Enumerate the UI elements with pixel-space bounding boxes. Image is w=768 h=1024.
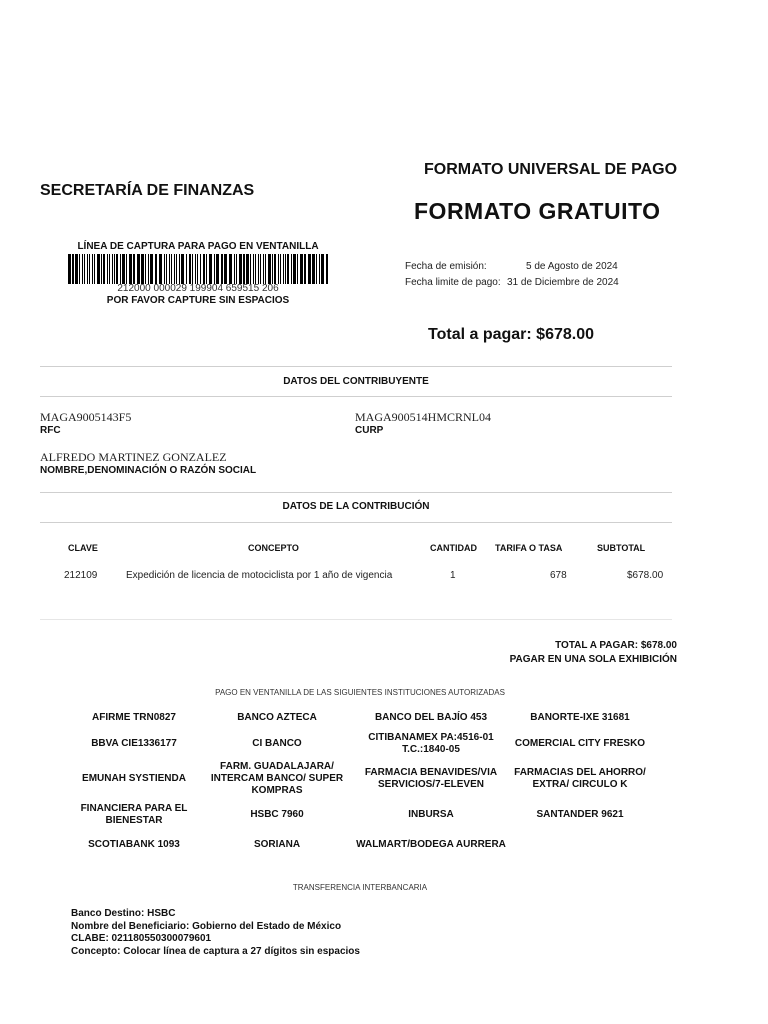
- barcode-bar: [291, 254, 292, 284]
- contribuyente-section-title: DATOS DEL CONTRIBUYENTE: [283, 376, 429, 387]
- institution-item: BANCO DEL BAJÍO 453: [374, 712, 488, 723]
- barcode-bar: [283, 254, 284, 284]
- fecha-limite-label: Fecha limite de pago:: [405, 277, 501, 288]
- barcode-bar: [109, 254, 110, 284]
- barcode-bar: [253, 254, 254, 284]
- barcode-bar: [126, 254, 127, 284]
- contribucion-section-title: DATOS DE LA CONTRIBUCIÓN: [282, 501, 430, 512]
- barcode-bar: [133, 254, 135, 284]
- transferencia-details: [71, 908, 360, 958]
- fecha-limite-value: 31 de Diciembre de 2024: [507, 277, 619, 288]
- transferencia-clabe: CLABE: 021180550300079601: [71, 933, 212, 944]
- barcode-bar: [87, 254, 88, 284]
- column-header-tarifa: TARIFA O TASA: [495, 543, 563, 553]
- barcode-bar: [89, 254, 90, 284]
- divider: [40, 619, 672, 620]
- institution-item: FARM. GUADALAJARA/ INTERCAM BANCO/ SUPER KOMPRAS: [210, 761, 344, 796]
- rfc-label: RFC: [40, 425, 61, 436]
- barcode-bar: [174, 254, 175, 284]
- barcode-bar: [68, 254, 71, 284]
- barcode-bar: [97, 254, 100, 284]
- cell-clave: 212109: [64, 570, 98, 581]
- barcode-bar: [250, 254, 251, 284]
- exhibicion-line: PAGAR EN UNA SOLA EXHIBICIÓN: [509, 654, 677, 665]
- transferencia-title: TRANSFERENCIA INTERBANCARIA: [292, 883, 428, 892]
- barcode-bar: [312, 254, 315, 284]
- barcode-bar: [319, 254, 320, 284]
- institution-item: BANORTE-IXE 31681: [530, 712, 630, 723]
- barcode-bar: [171, 254, 172, 284]
- divider: [40, 522, 672, 523]
- barcode-bar: [243, 254, 245, 284]
- divider: [40, 492, 672, 493]
- institution-item: BBVA CIE1336177: [91, 738, 177, 749]
- barcode-bar: [293, 254, 296, 284]
- barcode-bar: [164, 254, 165, 284]
- barcode-bar: [285, 254, 286, 284]
- institution-item: FARMACIAS DEL AHORRO/ EXTRA/ CIRCULO K: [514, 767, 646, 790]
- institution-item: [510, 830, 650, 860]
- barcode-bar: [216, 254, 219, 284]
- barcode-bar: [229, 254, 232, 284]
- barcode-bar: [179, 254, 180, 284]
- barcode-bar: [280, 254, 281, 284]
- institution-item: SCOTIABANK 1093: [88, 839, 180, 850]
- institution-item: HSBC 7960: [250, 809, 304, 820]
- barcode-bar: [255, 254, 256, 284]
- curp-value: MAGA900514HMCRNL04: [355, 410, 492, 424]
- transferencia-beneficiario: Nombre del Beneficiario: Gobierno del Estado de México: [71, 920, 342, 932]
- column-header-concepto: CONCEPTO: [248, 543, 299, 553]
- barcode-bar: [150, 254, 153, 284]
- barcode-bar: [116, 254, 118, 284]
- barcode-bar: [122, 254, 125, 284]
- rfc-value: MAGA9005143F5: [40, 410, 132, 424]
- barcode-bar: [274, 254, 276, 284]
- barcode-number: 212000 000029 199904 659515 206: [117, 283, 279, 294]
- fecha-emision-value: 5 de Agosto de 2024: [526, 261, 618, 272]
- barcode-bar: [206, 254, 207, 284]
- institution-item: CI BANCO: [252, 738, 302, 749]
- barcode-bar: [101, 254, 102, 284]
- barcode-bar: [203, 254, 205, 284]
- barcode-bar: [236, 254, 237, 284]
- transferencia-concepto: Concepto: Colocar línea de captura a 27 dígitos sin espacios: [71, 945, 360, 957]
- barcode-bar: [176, 254, 177, 284]
- barcode-image: [68, 254, 328, 284]
- barcode-bar: [224, 254, 227, 284]
- barcode-bar: [186, 254, 187, 284]
- institution-item: EMUNAH SYSTIENDA: [82, 773, 186, 784]
- barcode-bar: [214, 254, 215, 284]
- barcode-bar: [94, 254, 95, 284]
- barcode-bar: [79, 254, 80, 284]
- total-a-pagar: Total a pagar: $678.00: [428, 326, 594, 343]
- barcode-bar: [246, 254, 249, 284]
- barcode-bar: [189, 254, 191, 284]
- barcode-bar: [155, 254, 157, 284]
- barcode-bar: [129, 254, 132, 284]
- barcode-bar: [263, 254, 264, 284]
- barcode-bar: [321, 254, 324, 284]
- barcode-bar: [260, 254, 261, 284]
- barcode-bar: [300, 254, 303, 284]
- column-header-clave: CLAVE: [68, 543, 98, 553]
- institution-item: INBURSA: [408, 809, 454, 820]
- divider: [40, 396, 672, 397]
- barcode-bar: [278, 254, 279, 284]
- barcode-bar: [304, 254, 306, 284]
- column-header-cantidad: CANTIDAD: [430, 543, 477, 553]
- divider: [40, 366, 672, 367]
- formato-gratuito-title: FORMATO GRATUITO: [414, 198, 661, 224]
- barcode-bar: [107, 254, 108, 284]
- nombre-label: NOMBRE,DENOMINACIÓN O RAZÓN SOCIAL: [40, 465, 257, 476]
- institution-item: SANTANDER 9621: [536, 809, 624, 820]
- institution-item: SORIANA: [253, 839, 301, 850]
- institution-item: AFIRME TRN0827: [92, 712, 176, 723]
- barcode-bar: [268, 254, 271, 284]
- barcode-bar: [72, 254, 74, 284]
- institution-item: CITIBANAMEX PA:4516-01 T.C.:1840-05: [368, 732, 494, 755]
- total-line: TOTAL A PAGAR: $678.00: [555, 640, 677, 651]
- barcode-bar: [92, 254, 93, 284]
- cell-tarifa: 678: [550, 570, 567, 581]
- barcode-bar: [195, 254, 196, 284]
- instituciones-title: PAGO EN VENTANILLA DE LAS SIGUIENTES INSTITUCIONES AUTORIZADAS: [215, 688, 505, 697]
- barcode-bar: [297, 254, 298, 284]
- curp-label: CURP: [355, 425, 384, 436]
- barcode-bar: [169, 254, 170, 284]
- cell-concepto: Expedición de licencia de motociclista por 1 año de vigencia: [126, 570, 393, 581]
- column-header-subtotal: SUBTOTAL: [597, 543, 646, 553]
- barcode-bar: [84, 254, 85, 284]
- barcode-bar: [209, 254, 212, 284]
- institution-item: COMERCIAL CITY FRESKO: [514, 738, 646, 749]
- barcode-bar: [141, 254, 144, 284]
- barcode-bar: [316, 254, 317, 284]
- barcode-bar: [287, 254, 289, 284]
- institution-item: WALMART/BODEGA AURRERA: [356, 839, 506, 850]
- barcode-bar: [112, 254, 113, 284]
- barcode-bar: [75, 254, 78, 284]
- cell-cantidad: 1: [450, 570, 456, 581]
- barcode-bar: [258, 254, 259, 284]
- barcode-bar: [181, 254, 184, 284]
- barcode-bar: [239, 254, 242, 284]
- cell-subtotal: $678.00: [627, 570, 664, 581]
- institution-item: FARMACIA BENAVIDES/VIA SERVICIOS/7-ELEVEN: [364, 767, 498, 790]
- barcode-bar: [103, 254, 105, 284]
- nombre-value: ALFREDO MARTINEZ GONZALEZ: [40, 450, 227, 464]
- institution-item: BANCO AZTECA: [237, 712, 317, 723]
- barcode-bar: [82, 254, 83, 284]
- barcode-bar: [197, 254, 198, 284]
- secretaria-title: SECRETARÍA DE FINANZAS: [40, 182, 255, 199]
- barcode-bar: [200, 254, 201, 284]
- barcode-bar: [148, 254, 149, 284]
- barcode-bar: [145, 254, 146, 284]
- formato-universal-title: FORMATO UNIVERSAL DE PAGO: [424, 161, 678, 178]
- barcode-bar: [326, 254, 328, 284]
- barcode-bar: [265, 254, 266, 284]
- transferencia-banco: Banco Destino: HSBC: [71, 908, 176, 919]
- barcode-bar: [221, 254, 223, 284]
- fecha-emision-label: Fecha de emisión:: [405, 261, 487, 272]
- barcode-caption-top: LÍNEA DE CAPTURA PARA PAGO EN VENTANILLA: [77, 241, 319, 252]
- instituciones-grid: [70, 706, 646, 860]
- barcode-bar: [137, 254, 140, 284]
- barcode-bar: [166, 254, 167, 284]
- barcode-bar: [272, 254, 273, 284]
- barcode-bar: [192, 254, 193, 284]
- barcode-caption-bottom: POR FAVOR CAPTURE SIN ESPACIOS: [106, 295, 290, 306]
- barcode-bar: [159, 254, 162, 284]
- barcode-bar: [234, 254, 235, 284]
- barcode-bar: [308, 254, 311, 284]
- barcode-bar: [120, 254, 121, 284]
- barcode-bar: [114, 254, 115, 284]
- institution-item: FINANCIERA PARA EL BIENESTAR: [80, 803, 188, 826]
